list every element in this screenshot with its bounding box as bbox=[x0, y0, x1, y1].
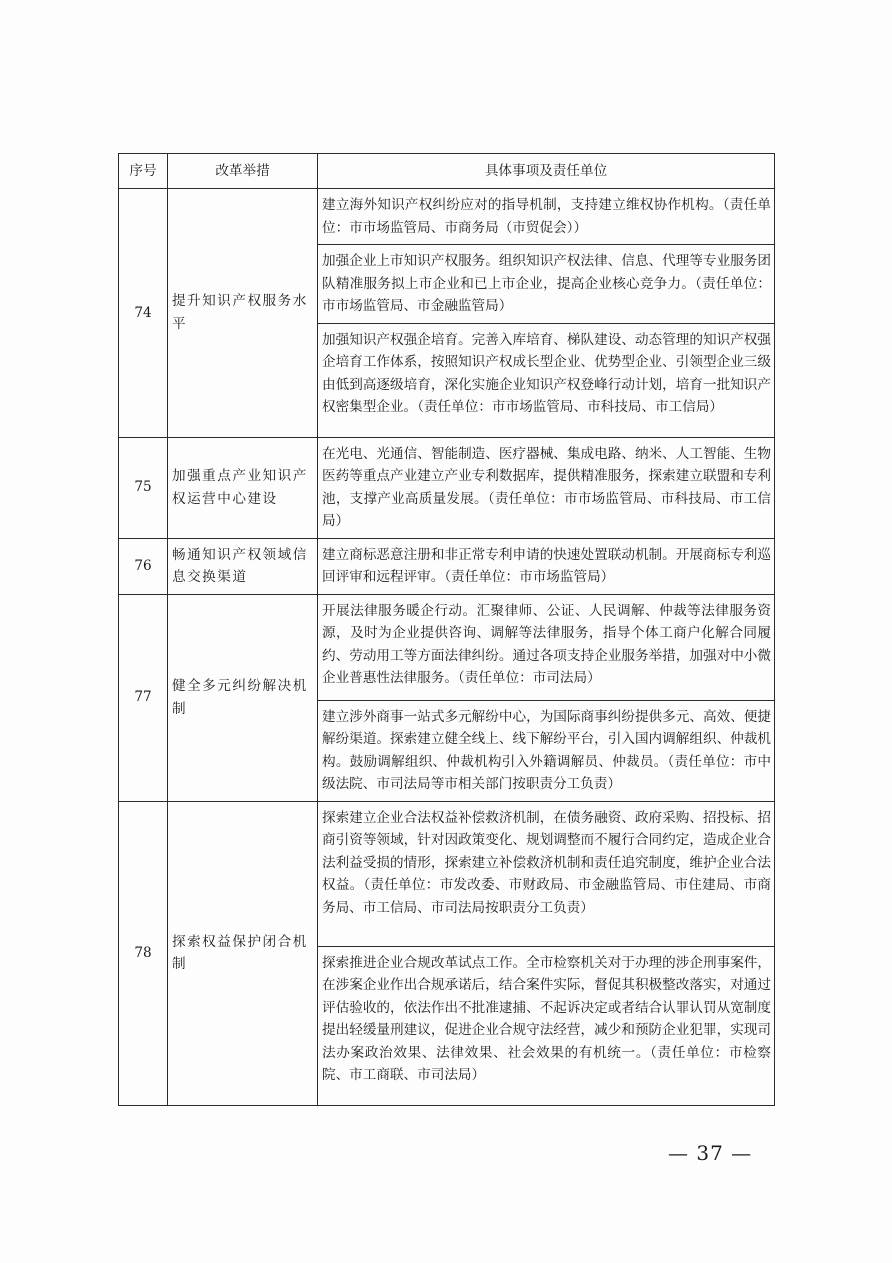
row-item: 建立商标恶意注册和非正常专利申请的快速处置联动机制。开展商标专利巡回评审和远程评审。（责任单位：市市场监管局） bbox=[318, 538, 775, 594]
table-row bbox=[119, 801, 775, 946]
row-measure: 健全多元纠纷解决机制 bbox=[168, 594, 318, 801]
row-item: 开展法律服务暖企行动。汇聚律师、公证、人民调解、仲裁等法律服务资源，及时为企业提供咨询、调解等法律服务，指导个体工商户化解合同履约、劳动用工等方面法律纠纷。通过各项支持企业服务举措，加强对中小微企业普惠性法律服务。（责任单位：市司法局） bbox=[318, 594, 775, 700]
page-number: — 37 — bbox=[668, 1141, 753, 1165]
row-serial: 75 bbox=[119, 437, 168, 538]
header-details: 具体事项及责任单位 bbox=[318, 154, 775, 189]
table-row bbox=[119, 189, 775, 245]
row-item: 在光电、光通信、智能制造、医疗器械、集成电路、纳米、人工智能、生物医药等重点产业建立产业专利数据库，提供精准服务，探索建立联盟和专利池，支撑产业高质量发展。（责任单位：市市场监管局、市科技局、市工信局） bbox=[318, 437, 775, 538]
row-serial: 77 bbox=[119, 594, 168, 801]
header-measure: 改革举措 bbox=[168, 154, 318, 189]
row-serial: 74 bbox=[119, 189, 168, 438]
table-header-row bbox=[119, 154, 775, 189]
row-measure: 畅通知识产权领域信息交换渠道 bbox=[168, 538, 318, 594]
table-row bbox=[119, 437, 775, 538]
measures-table bbox=[118, 153, 775, 1106]
row-item: 建立涉外商事一站式多元解纷中心，为国际商事纠纷提供多元、高效、便捷解纷渠道。探索建立健全线上、线下解纷平台，引入国内调解组织、仲裁机构。鼓励调解组织、仲裁机构引入外籍调解员、仲裁员。（责任单位：市中级法院、市司法局等市相关部门按职责分工负责） bbox=[318, 700, 775, 801]
row-serial: 78 bbox=[119, 801, 168, 1105]
row-item: 探索建立企业合法权益补偿救济机制，在债务融资、政府采购、招投标、招商引资等领域，针对因政策变化、规划调整而不履行合同约定，造成企业合法利益受损的情形，探索建立补偿救济机制和责任追究制度，维护企业合法权益。（责任单位：市发改委、市财政局、市金融监管局、市住建局、市商务局、市工信局、市司法局按职责分工负责） bbox=[318, 801, 775, 946]
row-measure: 探索权益保护闭合机制 bbox=[168, 801, 318, 1105]
table-row bbox=[119, 594, 775, 700]
row-item: 建立海外知识产权纠纷应对的指导机制，支持建立维权协作机构。（责任单位：市市场监管局、市商务局（市贸促会）） bbox=[318, 189, 775, 245]
table-row bbox=[119, 538, 775, 594]
row-measure: 加强重点产业知识产权运营中心建设 bbox=[168, 437, 318, 538]
row-serial: 76 bbox=[119, 538, 168, 594]
row-item: 探索推进企业合规改革试点工作。全市检察机关对于办理的涉企刑事案件，在涉案企业作出合规承诺后，结合案件实际，督促其积极整改落实，对通过评估验收的，依法作出不批准逮捕、不起诉决定或者结合认罪认罚从宽制度提出轻缓量刑建议，促进企业合规守法经营，减少和预防企业犯罪，实现司法办案政治效果、法律效果、社会效果的有机统一。（责任单位：市检察院、市工商联、市司法局） bbox=[318, 946, 775, 1105]
row-item: 加强企业上市知识产权服务。组织知识产权法律、信息、代理等专业服务团队精准服务拟上市企业和已上市企业，提高企业核心竞争力。（责任单位：市市场监管局、市金融监管局） bbox=[318, 245, 775, 324]
row-item: 加强知识产权强企培育。完善入库培育、梯队建设、动态管理的知识产权强企培育工作体系，按照知识产权成长型企业、优势型企业、引领型企业三级由低到高逐级培育，深化实施企业知识产权登峰行动计划，培育一批知识产权密集型企业。（责任单位：市市场监管局、市科技局、市工信局） bbox=[318, 323, 775, 437]
row-measure: 提升知识产权服务水平 bbox=[168, 189, 318, 438]
header-serial: 序号 bbox=[119, 154, 168, 189]
